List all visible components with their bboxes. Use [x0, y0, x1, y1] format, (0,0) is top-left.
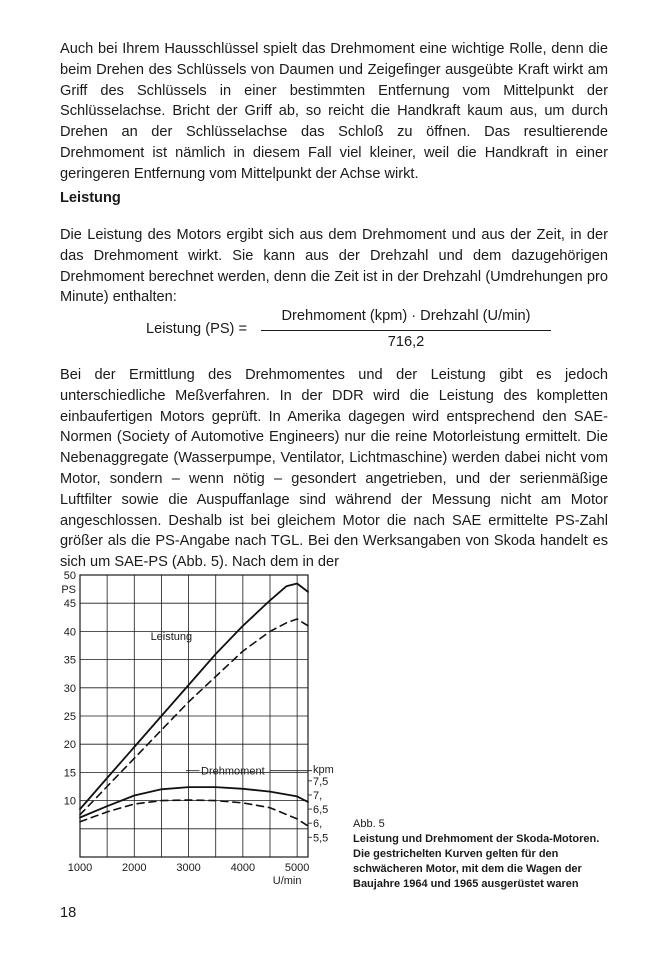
- y-left-tick-label: 15: [63, 767, 76, 780]
- page-number: 18: [60, 905, 77, 921]
- power-curve-solid: [80, 584, 308, 810]
- y-left-tick-label: 10: [63, 795, 76, 808]
- y-left-unit: PS: [61, 584, 76, 597]
- y-left-tick-label: 45: [63, 598, 76, 611]
- y-right-tick-label: 6,5: [313, 804, 329, 817]
- x-tick-label: 1000: [67, 862, 93, 874]
- y-right-tick-label: 7,5: [313, 775, 329, 788]
- y-left-tick-label: 50: [63, 570, 76, 582]
- caption-heading: Leistung und Drehmoment der Skoda-Motoren.: [353, 833, 600, 845]
- y-right-tick-label: 7,: [313, 789, 323, 802]
- y-left-tick-label: 30: [63, 682, 76, 695]
- y-left-tick-label: 40: [63, 626, 76, 639]
- figure-caption: [353, 817, 623, 892]
- annotation-drehmoment: Drehmoment: [201, 765, 265, 778]
- y-right-tick-label: 6,: [313, 818, 323, 831]
- y-left-tick-label: 20: [63, 739, 76, 752]
- fraction-bar: [261, 330, 551, 331]
- x-axis-unit: U/min: [272, 875, 302, 887]
- paragraph-leistung: Die Leistung des Motors ergibt sich aus dem Drehmoment und aus der Zeit, in der das Drehmoment wirkt. Sie kann aus der Drehzahl und dem dazugehörigen Drehmoment berechnet werden, denn die Zeit ist in der Drehzahl (Umdrehungen pro Minute) enthalten:: [60, 227, 608, 306]
- paragraph-messverfahren: Bei der Ermittlung des Drehmomentes und der Leistung gibt es jedoch unterschiedliche Meßverfahren. In der DDR wird die Leistung des kompletten einbaufertigen Motors geprüft. In Amerika dagegen wird entsprechend den SAE-Normen (Society of Automotive Engineers) nur die reine Motorleistung ermittelt. Die Nebenaggregate (Wasserpumpe, Ventilator, Lichtmaschine) werden dabei nicht vom Motor, sondern – wenn nötig – gesondert angetrieben, und der serienmäßige Luftfilter sowie die Auspuffanlage sind während der Messung nicht am Motor angeschlossen. Deshalb ist bei gleichem Motor die nach SAE ermittelte PS-Zahl größer als die PS-Angabe nach TGL. Bei den Werksangaben von Skoda handelt es sich um SAE-PS (Abb. 5). Nach dem in der: [60, 367, 608, 571]
- y-right-unit: kpm: [313, 763, 334, 776]
- power-torque-chart: [50, 565, 350, 890]
- y-right-tick-label: 5,5: [313, 832, 329, 845]
- annotation-leistung: Leistung: [150, 630, 193, 643]
- formula-numerator: Drehmoment (kpm) · Drehzahl (U/min): [281, 308, 531, 324]
- caption-body: Die gestrichelten Kurven gelten für den schwächeren Motor, mit dem die Wagen der Baujahre 1964 und 1965 ausgerüstet waren: [353, 848, 582, 890]
- paragraph-hausschluessel: Auch bei Ihrem Hausschlüssel spielt das Drehmoment eine wichtige Rolle, denn die beim Drehen des Schlüssels von Daumen und Zeigefinger ausgeübte Kraft wirkt am Griff des Schlüssels in einer bestimmten Entfernung vom Mittelpunkt der Schlüsselachse. Bricht der Griff ab, so reicht die Handkraft kaum aus, um durch Drehen an der Schlüsselachse das Schloß zu öffnen. Das resultierende Drehmoment ist nämlich in diesem Fall viel kleiner, weil die Handkraft in einer geringeren Entfernung vom Mittelpunkt der Achse wirkt.: [60, 41, 608, 182]
- y-left-tick-label: 35: [63, 654, 76, 667]
- torque-curve-solid: [80, 787, 308, 817]
- y-left-tick-label: 25: [63, 711, 76, 723]
- chart-series: [80, 584, 308, 827]
- formula-lhs: Leistung (PS) =: [146, 321, 247, 337]
- chart-grid: [80, 575, 312, 857]
- power-formula: [146, 308, 566, 358]
- formula-denominator: 716,2: [387, 334, 425, 350]
- x-tick-label: 5000: [284, 862, 310, 874]
- section-heading: Leistung: [60, 190, 121, 206]
- caption-title: Abb. 5: [353, 818, 385, 830]
- power-curve-dashed: [80, 619, 308, 815]
- chart-labels: [61, 570, 333, 887]
- x-tick-label: 2000: [122, 862, 147, 874]
- x-tick-label: 4000: [230, 862, 256, 874]
- x-tick-label: 3000: [176, 862, 201, 874]
